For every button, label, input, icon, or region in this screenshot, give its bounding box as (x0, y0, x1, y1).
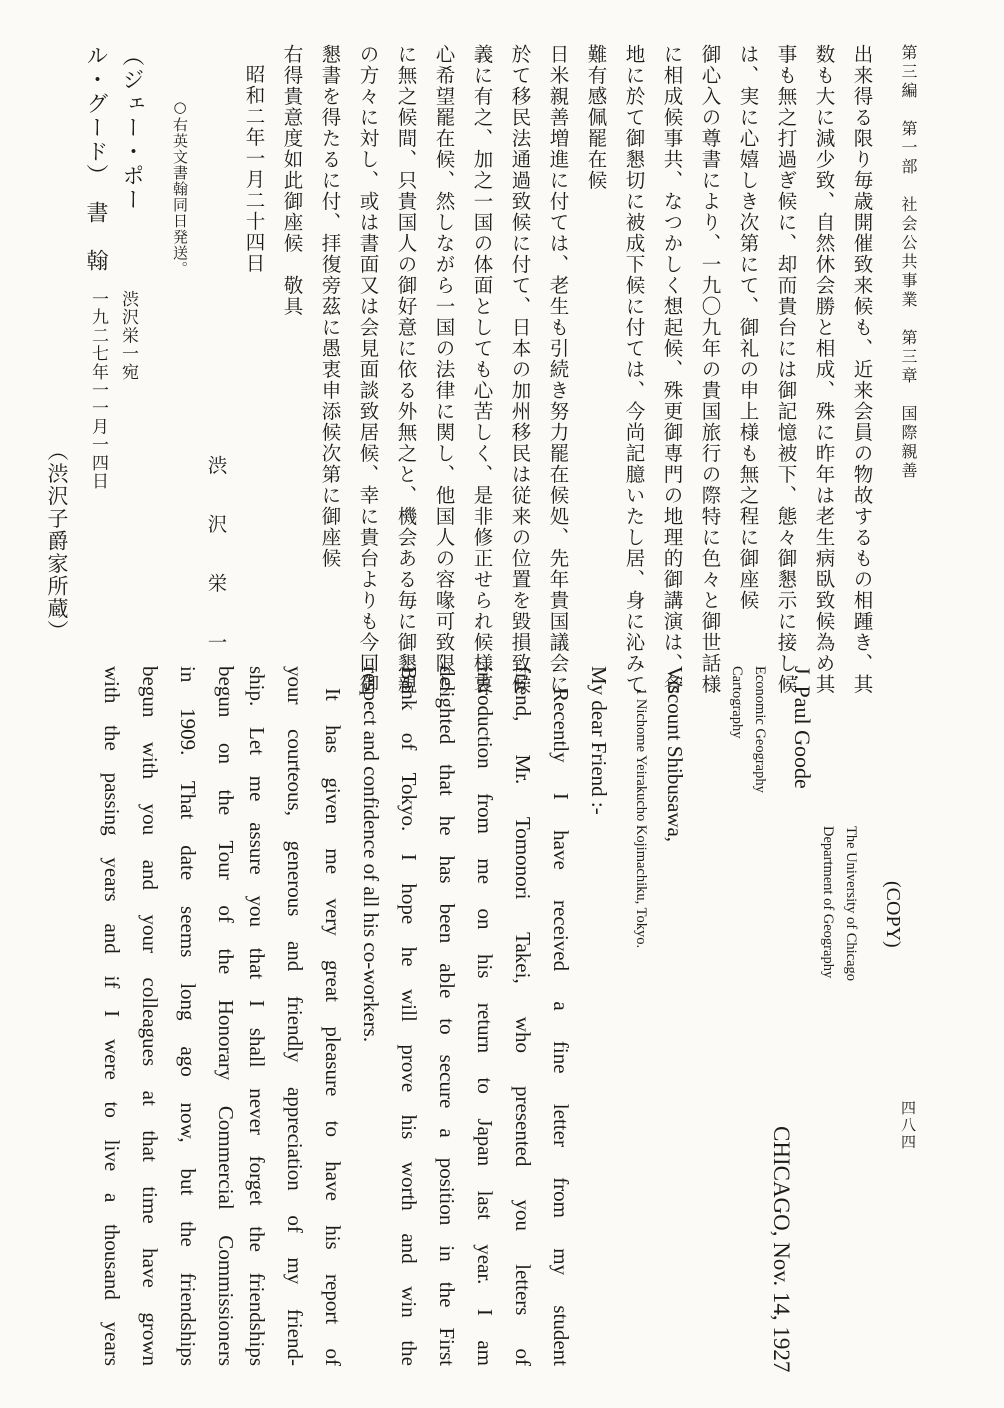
running-head: 第三編 第一部 社会公共事業 第三章 国際親善 (899, 44, 918, 481)
body-line: begun with you and your colleagues at that time have grown (138, 666, 162, 1366)
addressee-line-2: ル・グード） 書 翰 (83, 44, 108, 273)
jp-line: 義に有之、加之一国の体面としても心苦しく、是非修正せられ候様衷 (470, 44, 494, 695)
signature: 渋 沢 栄 一 (204, 455, 228, 662)
body-line: in 1909. That date seems long ago now, but the friendships (176, 666, 200, 1366)
body-line: begun on the Tour of the Honorary Commercial Commissioners (214, 666, 238, 1366)
addressee-honorific-1: 渋沢栄一宛 (118, 290, 138, 381)
jp-line: 出来得る限り毎歳開催致来候も、近来会員の物故するもの相踵き、其 (850, 44, 874, 695)
body-line: respect and confidence of all his co-workers. (359, 666, 383, 1043)
institution-line-2: Department of Geography (820, 826, 836, 979)
sender-field-1: Economic Geography (752, 666, 768, 793)
jp-line: 心希望罷在候、然しながら一国の法律に関し、他国人の容喙可致限り (432, 44, 456, 695)
body-line: ship. Let me assure you that I shall never forget the friendships (245, 666, 269, 1366)
body-line: with the passing years and if I were to live a thousand years (100, 666, 124, 1366)
jp-line: に無之候間、只貴国人の御好意に依る外無之と、機会ある毎に御懇親 (394, 44, 418, 695)
body-line: Bank of Tokyo. I hope he will prove his worth and win the (397, 666, 421, 1366)
jp-line: 日米親善増進に付ては、老生も引続き努力罷在候処、先年貴国議会に (546, 44, 570, 695)
jp-line: 右得貴意度如此御座候 敬具 (280, 44, 304, 317)
sender-name: J. Paul Goode (790, 666, 815, 789)
salutation: My dear Friend :- (587, 666, 611, 815)
copy-mark: (COPY) (882, 881, 904, 948)
body-line: your courteous, generous and friendly appreciation of my friend- (283, 666, 307, 1366)
jp-line: 事も無之打過ぎ候に、却而貴台には御記憶被下、態々御懇示に接し候 (774, 44, 798, 695)
jp-line: 数も大に減少致、自然休会勝と相成、殊に昨年は老生病臥致候為め其 (812, 44, 836, 695)
jp-line: に相成候事共、なつかしく想起候、殊更御専門の地理的御講演は、各 (660, 44, 684, 695)
institution-line-1: The University of Chicago (843, 826, 859, 982)
body-line: friend, Mr. Tomonori Takei, who presented you letters of (511, 666, 535, 1366)
recipient: Viscount Shibusawa, (663, 666, 687, 843)
jp-line: は、実に心嬉しき次第にて、御礼の申上様も無之程に御座候 (736, 44, 760, 611)
body-line: introduction from me on his return to Japan last year. I am (473, 666, 497, 1366)
jp-line: 御心入の尊書により、一九〇九年の貴国旅行の際特に色々と御世話様 (698, 44, 722, 695)
addressee-honorific-2: 一九二七年一一月一四日 (88, 290, 108, 491)
english-letter-continued (96, 666, 236, 1366)
jp-line: 懇書を得たるに付、拝復旁茲に愚衷申添候次第に御座候 (318, 44, 342, 569)
dispatch-note: ○右英文書翰同日発送。 (171, 98, 189, 277)
provenance: （渋沢子爵家所蔵） (45, 440, 69, 643)
body-line: Recently I have received a fine letter from my student (549, 688, 573, 1366)
sender-field-2: Cartography (729, 666, 745, 739)
page-number: 四八四 (899, 1100, 917, 1151)
jp-line: 於て移民法通過致候に付て、日本の加州移民は従来の位置を毀損致候 (508, 44, 532, 695)
jp-line: 地に於て御懇切に被成下候に付ては、今尚記臆いたし居、身に沁みて (622, 44, 646, 695)
addressee-line-1: （ジェー・ポー (119, 44, 144, 212)
jp-line: の方々に対し、或は書面又は会見面談致居候、幸に貴台よりも今回御 (356, 44, 380, 695)
jp-line: 難有感佩罷在候 (584, 44, 608, 191)
body-line: delighted that he has been able to secure a position in the First (435, 666, 459, 1366)
body-line: It has given me very great pleasure to have his report of (321, 688, 345, 1366)
letter-date: 昭和二年一月二十四日 (242, 64, 266, 274)
place-date: CHICAGO, Nov. 14, 1927 (769, 1126, 794, 1373)
recipient-address: 1 Nichome Yeirakucho Kojimachiku, Tokyo. (633, 688, 649, 949)
english-letter (245, 666, 915, 1373)
